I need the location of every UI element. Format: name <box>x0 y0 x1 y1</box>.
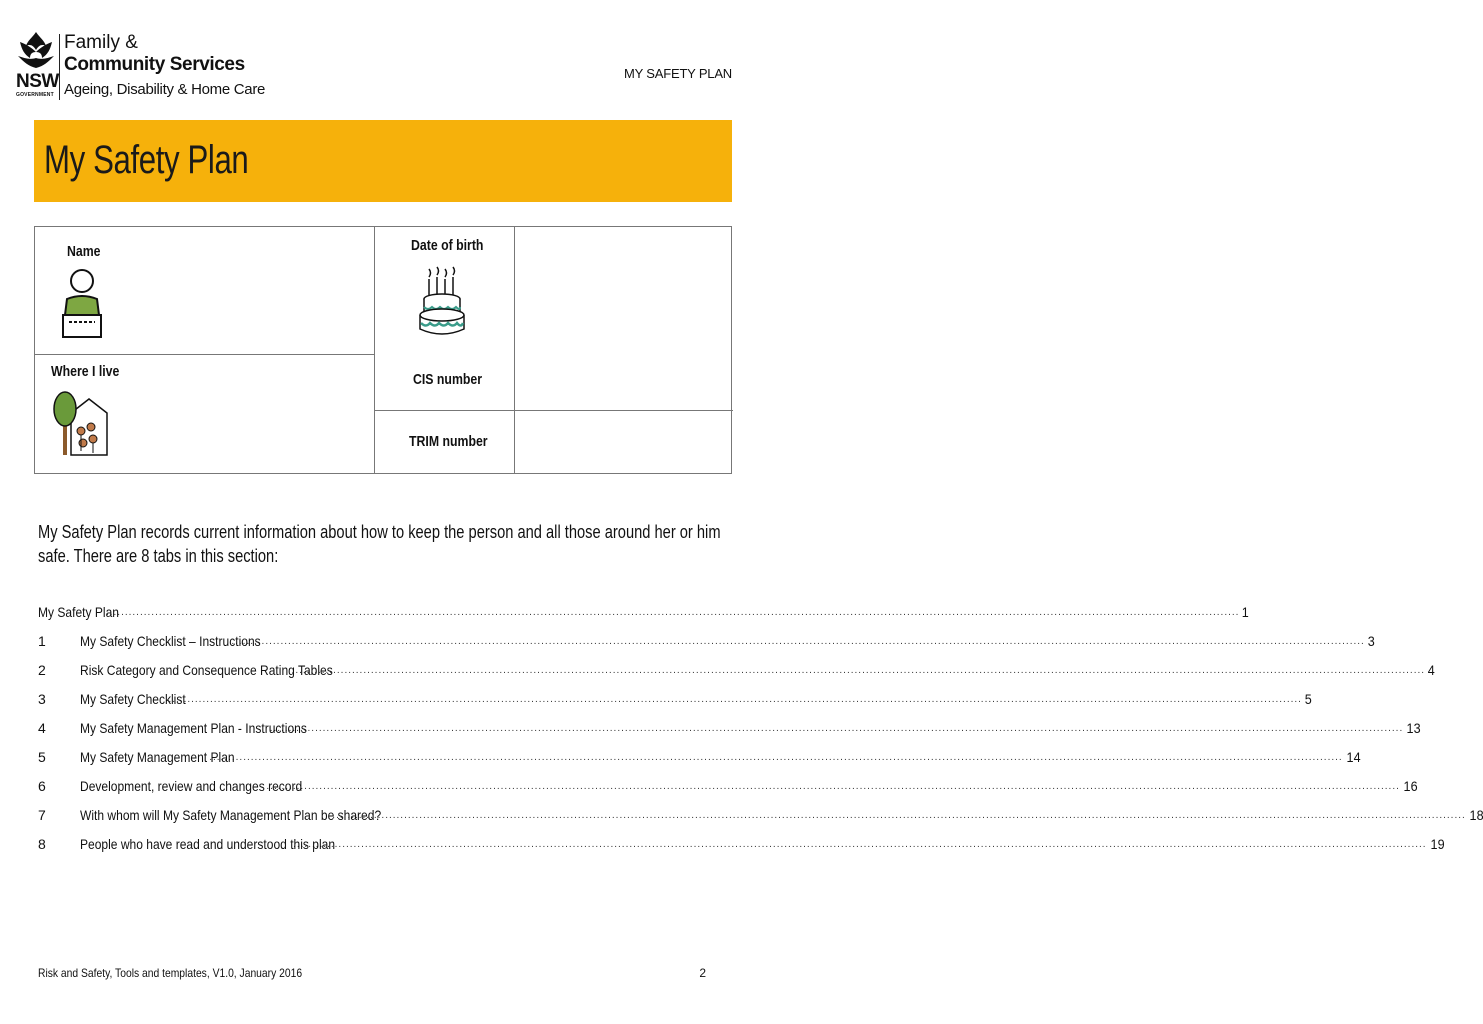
toc-entry[interactable] <box>38 718 1421 747</box>
toc-number: 7 <box>38 807 46 823</box>
page-number: 2 <box>699 966 706 980</box>
table-divider <box>374 410 733 411</box>
toc-title: With whom will My Safety Management Plan be shared? <box>80 807 382 823</box>
toc-entry-line <box>38 660 1435 682</box>
date-of-birth-label: Date of birth <box>411 237 484 254</box>
table-divider <box>374 227 375 473</box>
toc-entry[interactable] <box>38 776 1418 805</box>
toc-leader-dots: ............................................................................................................................................................................................................................................................................................................ <box>209 752 1343 763</box>
running-header: MY SAFETY PLAN <box>624 66 732 81</box>
nsw-logo <box>14 28 266 104</box>
personal-info-table <box>34 226 732 474</box>
toc-entry-line <box>38 602 1250 624</box>
trim-number-label: TRIM number <box>409 433 488 450</box>
where-i-live-label: Where I live <box>51 363 120 380</box>
toc-title: My Safety Management Plan <box>80 749 235 765</box>
toc-leader-dots: ............................................................................................................................................................................................................................................................................................................ <box>266 781 1400 792</box>
logo-divider <box>59 34 60 100</box>
toc-page-number: 18 <box>1469 807 1483 823</box>
toc-title: My Safety Checklist – Instructions <box>80 633 261 649</box>
toc-page-number: 19 <box>1430 836 1445 852</box>
toc-number: 5 <box>38 749 46 765</box>
toc-title: My Safety Management Plan - Instructions <box>80 720 307 736</box>
toc-page-number: 14 <box>1346 749 1361 765</box>
toc-page-number: 1 <box>1242 604 1250 620</box>
toc-entry-line <box>38 631 1375 653</box>
toc-page-number: 13 <box>1406 720 1421 736</box>
toc-entry-line <box>38 718 1421 740</box>
toc-entry-line <box>38 747 1361 769</box>
toc-entry-line <box>38 776 1418 798</box>
table-divider <box>514 227 515 473</box>
toc-entry[interactable] <box>38 602 1250 631</box>
toc-title: People who have read and understood this plan <box>80 836 336 852</box>
toc-page-number: 16 <box>1403 778 1418 794</box>
toc-entry[interactable] <box>38 834 1445 863</box>
logo-line-2: Community Services <box>64 54 245 75</box>
toc-page-number: 5 <box>1304 691 1312 707</box>
logo-nsw-text: NSW <box>16 71 59 92</box>
toc-entry[interactable] <box>38 689 1312 718</box>
toc-number: 8 <box>38 836 46 852</box>
toc-page-number: 4 <box>1427 662 1435 678</box>
table-of-contents <box>38 602 1483 863</box>
toc-leader-dots: ............................................................................................................................................................................................................................................................................................................ <box>293 839 1427 850</box>
birthday-cake-icon <box>417 263 467 343</box>
waratah-icon <box>14 28 58 72</box>
toc-entry[interactable] <box>38 660 1435 689</box>
toc-entry[interactable] <box>38 805 1483 834</box>
toc-number: 1 <box>38 633 46 649</box>
toc-leader-dots: ............................................................................................................................................................................................................................................................................................................ <box>231 636 1365 647</box>
intro-paragraph: My Safety Plan records current information about how to keep the person and all those around her or him safe. There are 8 tabs in this section: <box>38 522 721 566</box>
toc-title: My Safety Plan <box>38 604 119 620</box>
toc-entry-line <box>38 805 1483 827</box>
toc-leader-dots: ............................................................................................................................................................................................................................................................................................................ <box>168 694 1302 705</box>
toc-entry[interactable] <box>38 747 1361 776</box>
toc-page-number: 3 <box>1367 633 1375 649</box>
toc-leader-dots: ............................................................................................................................................................................................................................................................................................................ <box>269 723 1404 734</box>
title-banner <box>34 120 732 202</box>
toc-entry[interactable] <box>38 631 1375 660</box>
toc-entry-line <box>38 834 1445 856</box>
footer-text: Risk and Safety, Tools and templates, V1.0, January 2016 <box>38 966 303 980</box>
toc-number: 2 <box>38 662 46 678</box>
toc-leader-dots: ............................................................................................................................................................................................................................................................................................................ <box>291 665 1426 676</box>
toc-leader-dots: ............................................................................................................................................................................................................................................................................................................ <box>105 607 1240 618</box>
logo-government-text: GOVERNMENT <box>16 92 54 98</box>
toc-entry-line <box>38 689 1312 711</box>
house-tree-icon <box>53 387 109 457</box>
name-label: Name <box>67 243 101 260</box>
toc-number: 3 <box>38 691 46 707</box>
person-icon <box>61 267 103 339</box>
toc-title: Risk Category and Consequence Rating Tables <box>80 662 333 678</box>
logo-line-3: Ageing, Disability & Home Care <box>64 81 266 98</box>
page-title: My Safety Plan <box>44 138 249 182</box>
table-divider <box>35 354 375 355</box>
toc-title: My Safety Checklist <box>80 691 186 707</box>
toc-title: Development, review and changes record <box>80 778 303 794</box>
cis-number-label: CIS number <box>413 371 483 388</box>
toc-number: 4 <box>38 720 46 736</box>
toc-leader-dots: ............................................................................................................................................................................................................................................................................................................ <box>332 810 1466 821</box>
logo-line-1: Family & <box>64 32 138 53</box>
toc-number: 6 <box>38 778 46 794</box>
